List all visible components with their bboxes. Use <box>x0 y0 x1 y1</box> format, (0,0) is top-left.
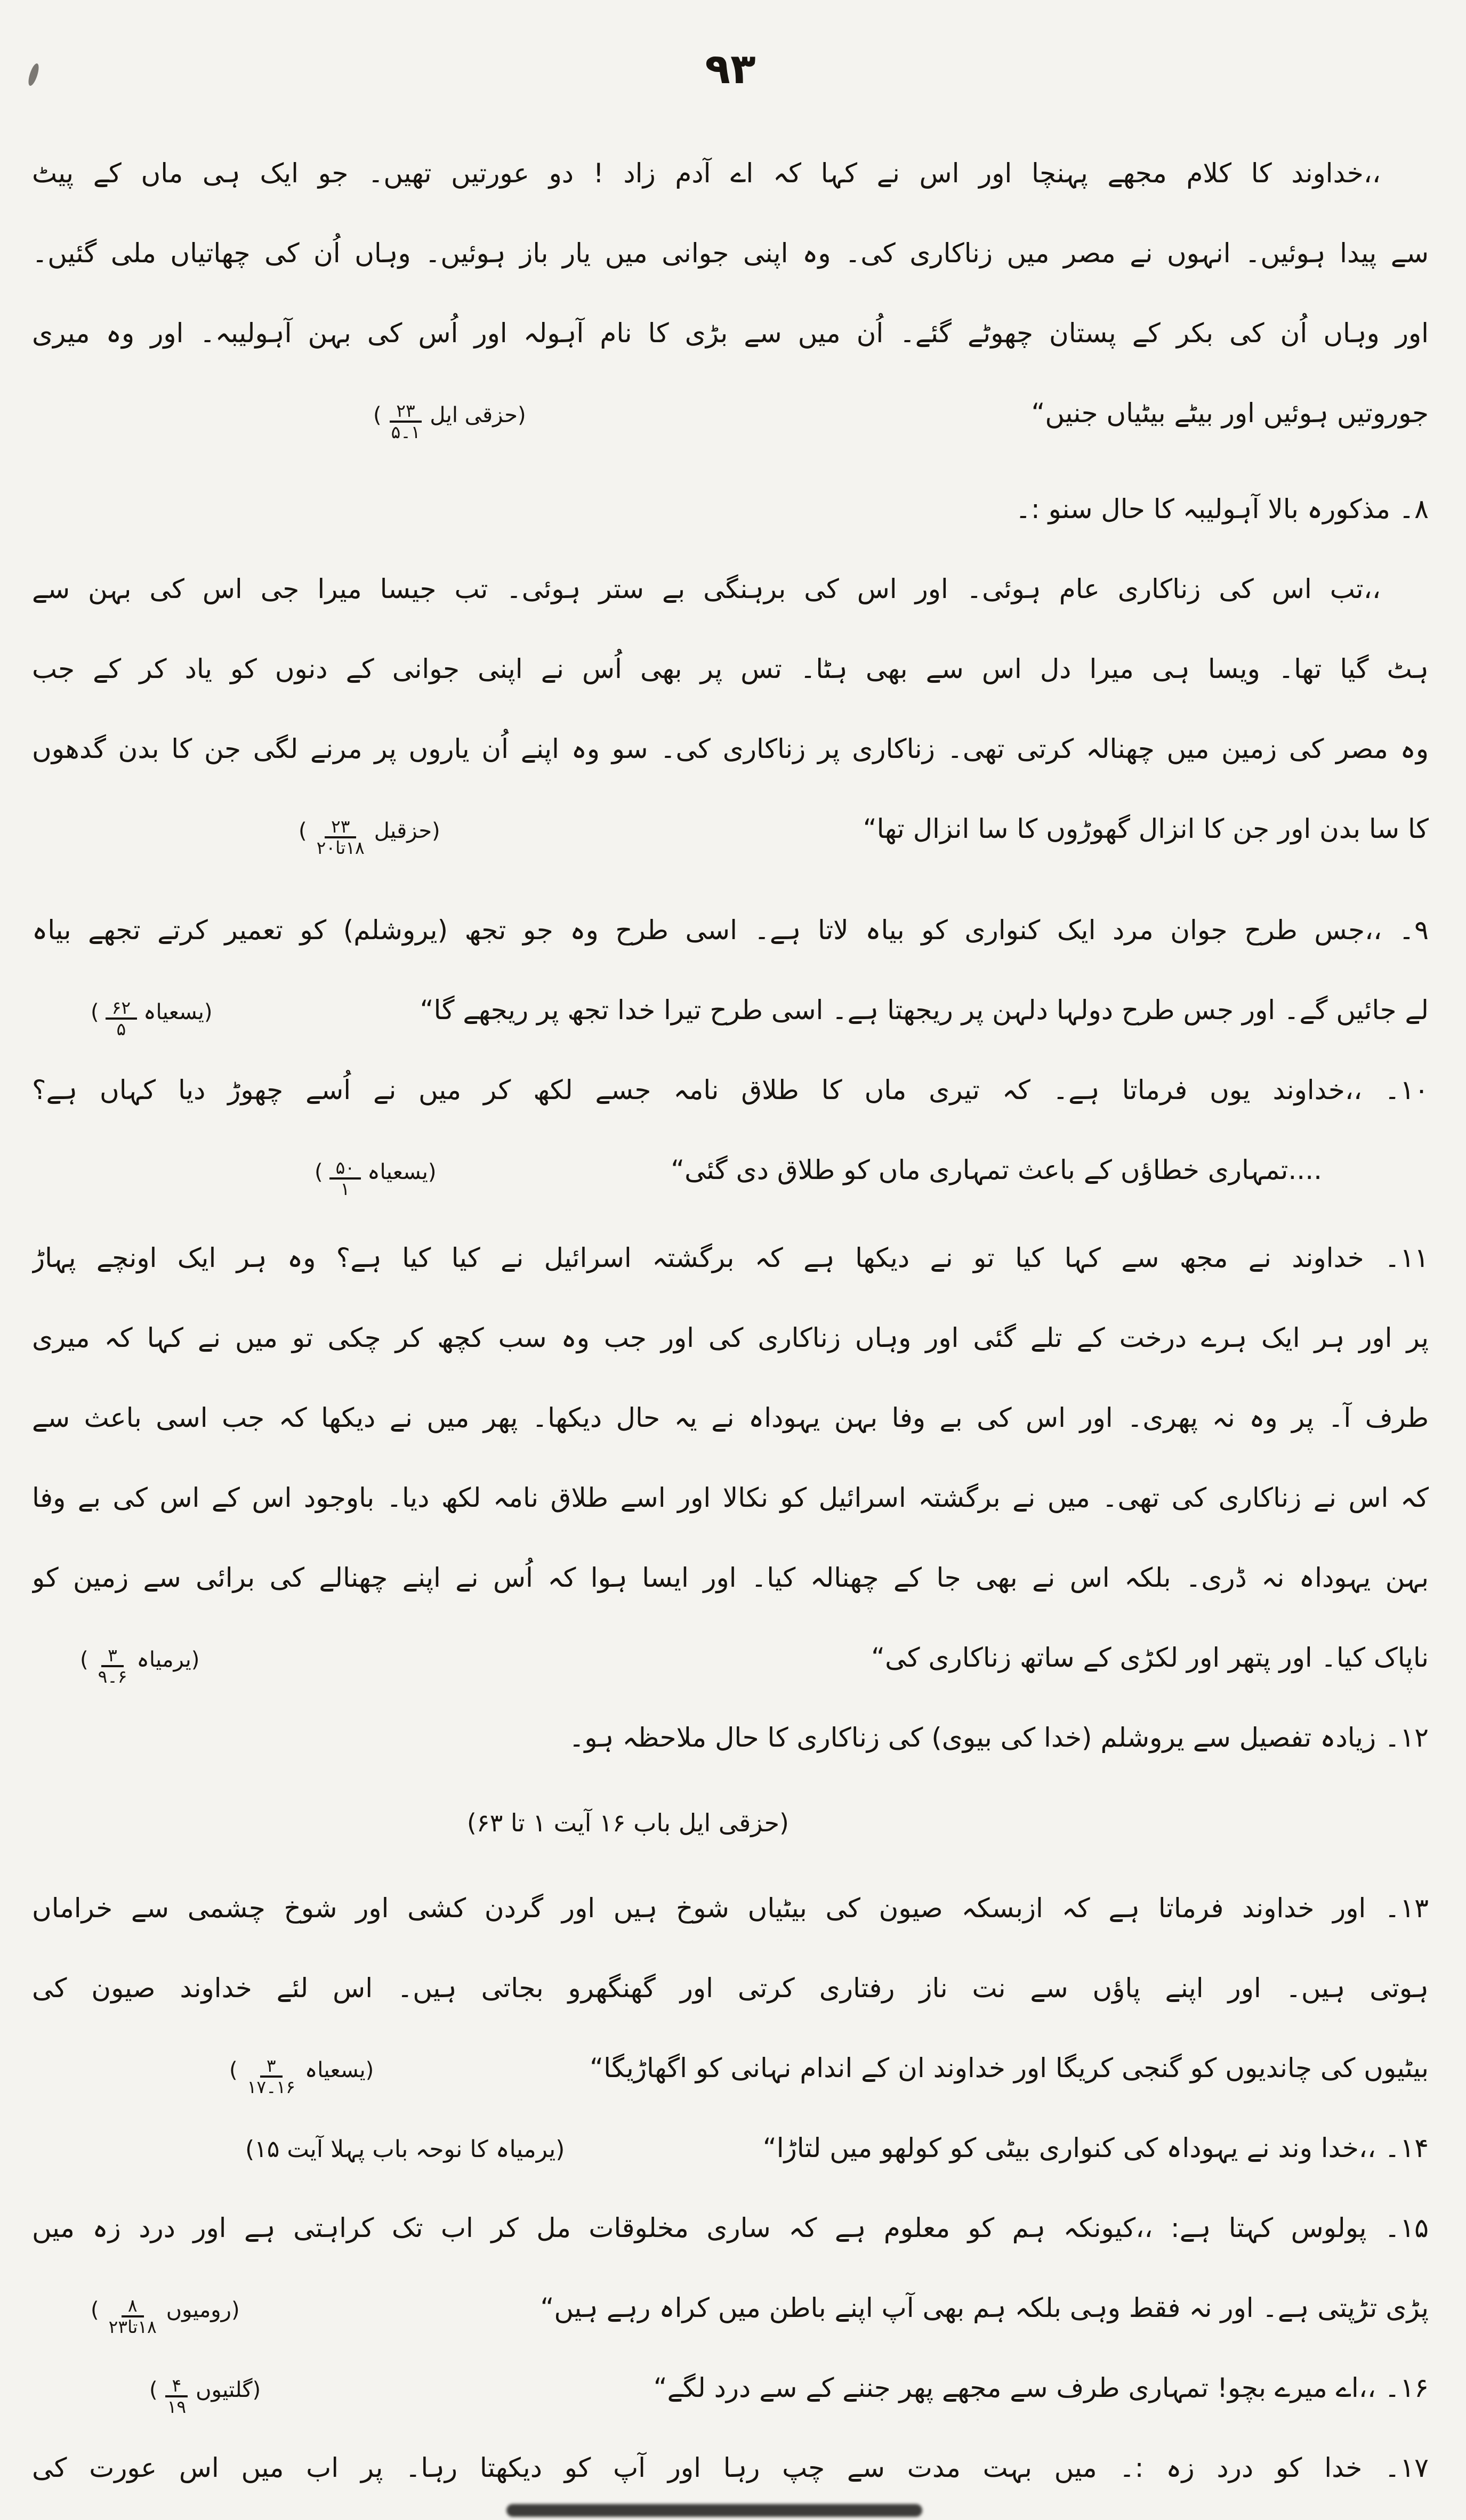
citation-book: حزقیل <box>374 819 432 843</box>
citation-verses: ۵ <box>116 1019 126 1039</box>
citation-open-paren: ( <box>428 1160 437 1184</box>
citation <box>299 791 440 871</box>
item-text: ۱۴۔ ،،خدا وند نے یہوداہ کی کنواری بیٹی کو کولھو میں لتاڑا“ <box>762 2133 1429 2163</box>
citation-close-paren: ) <box>91 1000 99 1024</box>
citation-close-paren: ) <box>149 2378 158 2402</box>
text-line <box>32 549 1429 629</box>
text-line <box>32 2028 1429 2108</box>
citation-ref-fraction <box>244 2056 299 2097</box>
text-line <box>32 970 1429 1050</box>
citation-verses: ۱۶۔۱۷ <box>247 2077 295 2097</box>
verse-text: پر اور ہر ایک ہرے درخت کے تلے گئی اور وہاں زناکاری کی اور جب وہ سب کچھ کر چکی تو میں نے کہا کہ میری <box>32 1322 1429 1353</box>
item-text: ۱۶۔ ،،اے میرے بچو! تمہاری طرف سے مجھے پھر جننے کے سے درد لگے“ <box>653 2372 1429 2403</box>
text-line <box>32 373 1429 453</box>
citation-open-paren: ( <box>365 2058 374 2082</box>
text-line <box>32 709 1429 789</box>
list-item-16 <box>32 2348 1429 2428</box>
citation-chapter: ۲۳ <box>325 817 356 838</box>
verse-text: ہوتی ہیں۔ اور اپنے پاؤں سے نت ناز رفتاری کرتی اور گھنگھرو بجاتی ہیں۔ اس لئے خداوند صیون کی <box>32 1973 1429 2004</box>
verse-text: ....تمہاری خطاؤں کے باعث تمہاری ماں کو طلاق دی گئی“ <box>671 1154 1322 1185</box>
verse-text: جوروتیں ہوئیں اور بیٹے بیٹیاں جنیں“ <box>1031 398 1429 429</box>
citation-open-paren: ( <box>204 1000 213 1024</box>
citation-verses: ۱۸تا۲۰ <box>316 837 365 858</box>
item-text: ۱۳۔ اور خداوند فرماتا ہے کہ ازبسکہ صیون کی بیٹیاں شوخ ہیں اور گردن کشی اور شوخ چشمی سے خراماں <box>32 1893 1429 1924</box>
citation <box>245 2110 565 2190</box>
citation-ref-fraction <box>106 998 137 1039</box>
citation-open-paren: ( <box>252 2378 261 2402</box>
citation <box>315 1132 436 1212</box>
citation-close-paren: ) <box>373 403 382 427</box>
item-text: ۱۲۔ زیادہ تفصیل سے یروشلم (خدا کی بیوی) کی زناکاری کا حال ملاحظہ ہو۔ <box>569 1722 1429 1753</box>
verse-text: ناپاک کیا۔ اور پتھر اور لکڑی کے ساتھ زناکاری کی“ <box>871 1642 1429 1673</box>
verse-text: پڑی تڑپتی ہے۔ اور نہ فقط وہی بلکہ ہم بھی آپ اپنے باطن میں کراہ رہے ہیں“ <box>540 2292 1429 2323</box>
citation-verses: ۱۸تا۲۳ <box>108 2316 157 2337</box>
text-line <box>32 213 1429 293</box>
text-line <box>32 1618 1429 1698</box>
text-line <box>32 1458 1429 1538</box>
citation-text: (یرمیاہ کا نوحہ باب پہلا آیت ۱۵) <box>245 2136 565 2163</box>
text-line <box>32 293 1429 373</box>
verse-text: ،،تب اس کی زناکاری عام ہوئی۔ اور اس کی برہنگی بے ستر ہوئی۔ تب جیسا میرا جی اس کی بہن سے <box>32 574 1381 604</box>
list-item-14 <box>32 2108 1429 2188</box>
list-item-8 <box>32 469 1429 549</box>
citation-ref-fraction <box>106 2296 160 2337</box>
text-line <box>32 1130 1429 1210</box>
citation <box>91 2270 240 2350</box>
citation-chapter: ۵۰ <box>329 1158 361 1180</box>
citation-book: یسعیاہ <box>143 1000 204 1024</box>
verse-text: وہ مصر کی زمین میں چھنالہ کرتی تھی۔ زناکاری پر زناکاری کی۔ سو وہ اپنے اُن یاروں پر مرنے لگی جن کا بدن گدھوں <box>32 733 1429 764</box>
item-text: ۱۷۔ خدا کو درد زہ :۔ میں بہت مدت سے چپ رہا اور آپ کو دیکھتا رہا۔ پر اب میں اس عورت کی <box>32 2452 1429 2483</box>
citation-chapter: ۶۲ <box>106 998 137 1020</box>
verse-text: ،،خداوند کا کلام مجھے پہنچا اور اس نے کہا کہ اے آدم زاد ! دو عورتیں تھیں۔ جو ایک ہی ماں کے پیٹ <box>32 158 1381 189</box>
citation-ref-fraction <box>164 2376 189 2417</box>
citation-book: گلتیوں <box>196 2378 253 2402</box>
text-line <box>32 789 1429 869</box>
verse-text: سے پیدا ہوئیں۔ انہوں نے مصر میں زناکاری کی۔ وہ اپنی جوانی میں یار باز ہوئیں۔ وہاں اُن کی چھاتیاں ملی گئیں۔ <box>32 238 1429 269</box>
list-item-17 <box>32 2428 1429 2508</box>
citation <box>149 2350 261 2430</box>
item-text: ۱۵۔ پولوس کہتا ہے: ،،کیونکہ ہم کو معلوم ہے کہ ساری مخلوقات مل کر اب تک کراہتی ہے اور درد زہ میں <box>32 2212 1429 2243</box>
citation-close-paren: ) <box>80 1647 88 1672</box>
citation-verses: ۱۔۵ <box>391 422 421 442</box>
citation-chapter: ۴ <box>165 2376 188 2397</box>
citation-ref-fraction <box>388 401 424 442</box>
text-line <box>32 133 1429 213</box>
verse-text: طرف آ۔ پر وہ نہ پھری۔ اور اس کی بے وفا بہن یہوداہ نے یہ حال دیکھا۔ پھر میں نے دیکھا کہ جب اسی باعث سے <box>32 1402 1429 1433</box>
list-item-9 <box>32 890 1429 970</box>
citation-close-paren: ) <box>91 2298 99 2322</box>
citation <box>373 375 526 455</box>
verse-text: لے جائیں گے۔ اور جس طرح دولہا دلہن پر ریجھتا ہے۔ اسی طرح تیرا خدا تجھ پر ریجھے گا“ <box>420 995 1429 1025</box>
verse-text: اور وہاں اُن کی بکر کے پستان چھوٹے گئے۔ اُن میں سے بڑی کا نام آہولہ اور اُس کی بہن آہولیبہ۔ اور وہ میری <box>32 318 1429 349</box>
list-item-12 <box>32 1698 1429 1778</box>
item-text: ۸۔ مذکورہ بالا آہولیبہ کا حال سنو :۔ <box>1015 494 1429 524</box>
citation-verses: ۱۹ <box>167 2396 187 2417</box>
citation <box>80 1620 199 1700</box>
citation-ref-fraction <box>329 1158 361 1199</box>
item-text: ۹۔ ،،جس طرح جوان مرد ایک کنواری کو بیاہ لاتا ہے۔ اسی طرح وہ جو تجھ (یروشلم) کو تعمیر کرتے تجھے بیاہ <box>32 915 1429 946</box>
citation-open-paren: ( <box>517 403 526 427</box>
citation <box>229 2030 374 2110</box>
citation <box>91 972 212 1052</box>
citation-book: رومیوں <box>166 2298 231 2322</box>
citation-chapter: ۳ <box>101 1646 124 1667</box>
citation-close-paren: ) <box>229 2058 238 2082</box>
verse-text: کا سا بدن اور جن کا انزال گھوڑوں کا سا انزال تھا“ <box>863 813 1429 844</box>
citation-book: حزقی ایل <box>430 403 518 427</box>
citation-ref-fraction <box>313 817 368 858</box>
citation-verses: ۱ <box>340 1178 350 1199</box>
citation-open-paren: ( <box>191 1647 200 1672</box>
text-line <box>32 1538 1429 1618</box>
verse-text: کہ اس نے زناکاری کی تھی۔ میں نے برگشتہ اسرائیل کو نکالا اور اسے طلاق نامہ لکھ دیا۔ باوجود اس کے اس کی بے وفا <box>32 1482 1429 1513</box>
list-item-11 <box>32 1218 1429 1298</box>
citation-chapter: ۳ <box>260 2056 283 2078</box>
citation-chapter: ۲۳ <box>390 401 421 423</box>
citation-open-paren: ( <box>432 819 440 843</box>
item-text: ۱۱۔ خداوند نے مجھ سے کہا کیا تو نے دیکھا ہے کہ برگشتہ اسرائیل نے کیا کیا ہے؟ وہ ہر ایک اونچے پہاڑ <box>32 1242 1429 1273</box>
citation-chapter: ۸ <box>122 2296 144 2317</box>
text-line <box>32 1298 1429 1378</box>
citation-ref-fraction <box>95 1646 131 1687</box>
text-line <box>32 1948 1429 2028</box>
citation-book: یرمیاہ <box>136 1647 191 1672</box>
list-item-15 <box>32 2188 1429 2268</box>
text-line <box>32 1378 1429 1458</box>
text-line <box>32 2268 1429 2348</box>
citation-book: یسعیاہ <box>367 1160 428 1184</box>
scan-smudge <box>506 2504 922 2517</box>
text-line <box>32 629 1429 709</box>
list-item-13 <box>32 1868 1429 1948</box>
verse-text: ہٹ گیا تھا۔ ویسا ہی میرا دل اس سے بھی ہٹا۔ تس پر بھی اُس نے اپنی جوانی کے دنوں کو یاد کر کے جب <box>32 653 1429 684</box>
citation-book: یسعیاہ <box>304 2058 366 2082</box>
item-text: ۱۰۔ ،،خداوند یوں فرماتا ہے۔ کہ تیری ماں کا طلاق نامہ جسے لکھ کر میں نے اُسے چھوڑ دیا کہاں ہے؟ <box>32 1075 1429 1105</box>
citation-text: (حزقی ایل باب ۱۶ آیت ۱ تا ۶۳) <box>466 1808 789 1837</box>
citation-close-paren: ) <box>315 1160 323 1184</box>
citation-open-paren: ( <box>231 2298 240 2322</box>
citation-verses: ۶۔۹ <box>98 1666 127 1687</box>
citation-line <box>32 1783 1429 1863</box>
verse-text: بیٹیوں کی چاندیوں کو گنجی کریگا اور خداوند ان کے اندام نہانی کو اگھاڑیگا“ <box>590 2053 1429 2083</box>
list-item-10 <box>32 1050 1429 1130</box>
verse-text: بہن یہوداہ نہ ڈری۔ بلکہ اس نے بھی جا کے چھنالہ کیا۔ اور ایسا ہوا کہ اُس نے اپنے چھنالے کی برائی سے زمین کو <box>32 1562 1429 1593</box>
citation-close-paren: ) <box>299 819 307 843</box>
page-number: ۹۳ <box>705 45 756 93</box>
